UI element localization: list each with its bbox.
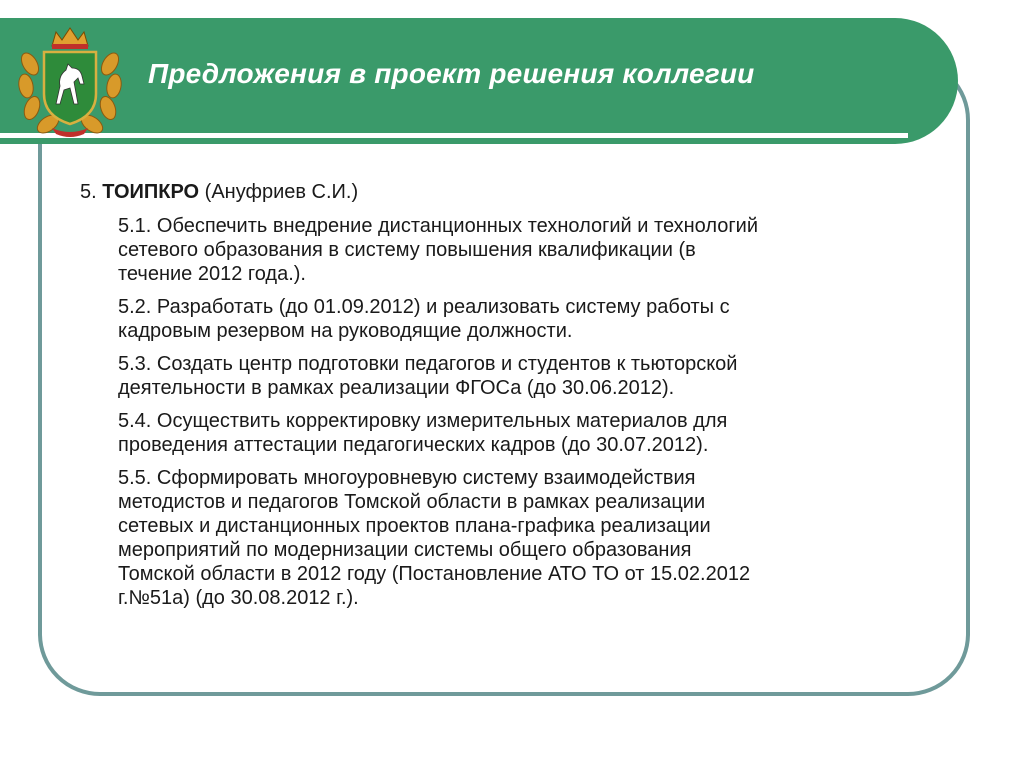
list-item: 5.3. Создать центр подготовки педагогов и студентов к тьюторской деятельности в рамках реализации ФГОСа (до 30.06.2012).	[118, 353, 738, 399]
section-heading	[80, 180, 960, 204]
list-item: 5.4. Осуществить корректировку измерительных материалов для проведения аттестации педагогических кадров (до 30.07.2012).	[118, 410, 728, 456]
banner-divider	[0, 133, 908, 138]
list-item: 5.1. Обеспечить внедрение дистанционных технологий и технологий сетевого образования в систему повышения квалификации (в течение 2012 года.).	[118, 215, 759, 285]
tomsk-coat-of-arms-icon	[12, 24, 128, 138]
list-item: 5.5. Сформировать многоуровневую систему взаимодействия методистов и педагогов Томской области в рамках реализации сетевых и дистанционных проектов плана-графика реализации мероприятий по модернизации системы общего образования Томской области в 2012 году (Постановление АТО ТО от 15.02.2012 г.№51а) (до 30.08.2012 г.).	[118, 467, 751, 609]
proposal-list	[80, 214, 960, 610]
responsible-person: (Ануфриев С.И.)	[199, 181, 359, 203]
slide-content	[80, 180, 960, 619]
list-item: 5.2. Разработать (до 01.09.2012) и реализовать систему работы с кадровым резервом на руководящие должности.	[118, 296, 730, 342]
slide-title: Предложения в проект решения коллегии	[148, 58, 755, 89]
organization-name: ТОИПКРО	[102, 181, 200, 203]
section-number: 5.	[80, 181, 103, 203]
